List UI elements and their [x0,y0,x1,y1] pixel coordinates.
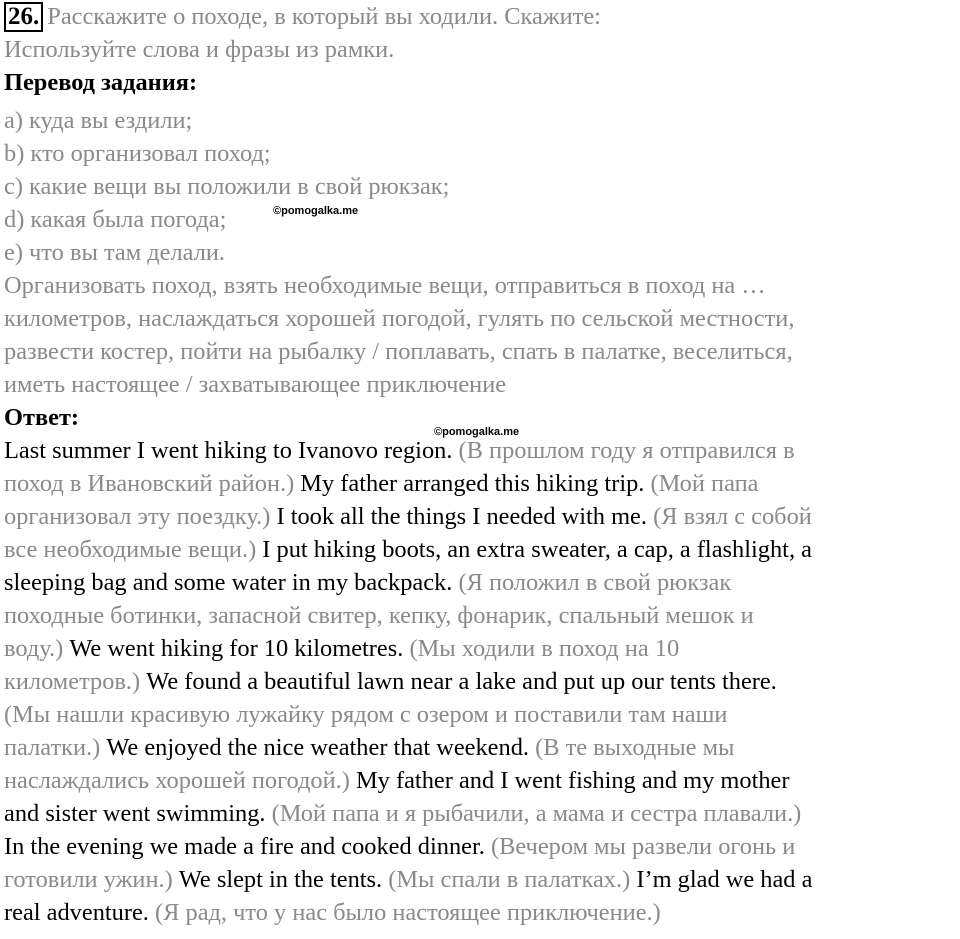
answer-translation-segment: (Мы нашли красивую лужайку рядом с озером и поставили там наши [4,701,728,728]
phrases-line: Организовать поход, взять необходимые вещи, отправиться в поход на … [4,272,766,299]
answer-translation-segment: все необходимые вещи.) [4,536,263,563]
answer-english-segment: My father arranged this hiking trip. [300,470,651,497]
watermark: ©pomogalka.me [273,205,359,217]
task-item: b) кто организовал поход; [4,140,271,167]
answer-line [4,467,956,500]
answer-english-segment: and sister went swimming. [4,800,272,827]
answer-translation-segment: (Мой папа [650,470,759,497]
answer-english-segment: We enjoyed the nice weather that weekend. [106,734,536,761]
answer-translation-segment: (Мой папа и я рыбачили, а мама и сестра плавали.) [271,800,802,827]
task-item: c) какие вещи вы положили в свой рюкзак; [4,173,450,200]
answer-english-segment: Last summer I went hiking to Ivanovo region. [4,437,459,464]
answer-text [4,434,956,929]
answer-line [4,698,956,731]
answer-translation-segment: походные ботинки, запасной свитер, кепку, фонарик, спальный мешок и [4,602,754,629]
answer-line [4,830,956,863]
answer-english-segment: I put hiking boots, an extra sweater, a cap, a flashlight, a [262,536,812,563]
answer-translation-segment: (Я рад, что у нас было настоящее приключение.) [155,899,661,926]
task-item: a) куда вы ездили; [4,107,193,134]
answer-translation-segment: (В те выходные мы [535,734,735,761]
phrases-line: развести костер, пойти на рыбалку / поплавать, спать в палатке, веселиться, [4,338,793,365]
answer-line [4,500,956,533]
answer-line [4,764,956,797]
answer-line [4,533,956,566]
answer-translation-segment: (В прошлом году я отправился в [458,437,795,464]
task-items-list [4,104,956,269]
answer-translation-segment: воду.) [4,635,70,662]
answer-translation-segment: готовили ужин.) [4,866,179,893]
answer-line [4,566,956,599]
phrases-box [4,269,956,401]
task-item: e) что вы там делали. [4,239,226,266]
answer-line [4,731,956,764]
answer-english-segment: My father and I went fishing and my mother [356,767,790,794]
document-page [4,0,956,929]
answer-translation-segment: (Мы спали в палатках.) [388,866,637,893]
watermark: ©pomogalka.me [434,426,520,438]
phrases-line: километров, наслаждаться хорошей погодой, гулять по сельской местности, [4,305,795,332]
answer-line [4,599,956,632]
answer-translation-segment: палатки.) [4,734,107,761]
answer-english-segment: sleeping bag and some water in my backpack. [4,569,459,596]
answer-translation-segment: (Вечером мы развели огонь и [490,833,796,860]
task-number-badge: 26. [4,2,43,32]
answer-translation-segment: (Мы ходили в поход на 10 [409,635,680,662]
answer-translation-segment: (Я взял с собой [653,503,812,530]
answer-translation-segment: (Я положил в свой рюкзак [458,569,732,596]
task-instruction-line-2: Используйте слова и фразы из рамки. [4,36,395,63]
answer-english-segment: real adventure. [4,899,156,926]
answer-english-segment: In the evening we made a fire and cooked dinner. [4,833,491,860]
answer-english-segment: I’m glad we had a [636,866,813,893]
answer-english-segment: I took all the things I needed with me. [276,503,654,530]
answer-line [4,863,956,896]
answer-translation-segment: организовал эту поездку.) [4,503,277,530]
answer-translation-segment: поход в Ивановский район.) [4,470,301,497]
answer-line [4,665,956,698]
answer-heading: Ответ: [4,404,80,431]
task-item: d) какая была погода; [4,206,227,233]
answer-line [4,896,956,929]
task-instruction: Расскажите о походе, в который вы ходили. Скажите: [47,3,601,30]
answer-translation-segment: километров.) [4,668,147,695]
translation-heading: Перевод задания: [4,69,198,96]
task-line-1 [4,0,956,33]
answer-english-segment: We went hiking for 10 kilometres. [69,635,410,662]
answer-english-segment: We slept in the tents. [178,866,389,893]
answer-line [4,797,956,830]
answer-translation-segment: наслаждались хорошей погодой.) [4,767,356,794]
answer-english-segment: We found a beautiful lawn near a lake and put up our tents there. [146,668,777,695]
answer-line [4,632,956,665]
phrases-line: иметь настоящее / захватывающее приключение [4,371,507,398]
